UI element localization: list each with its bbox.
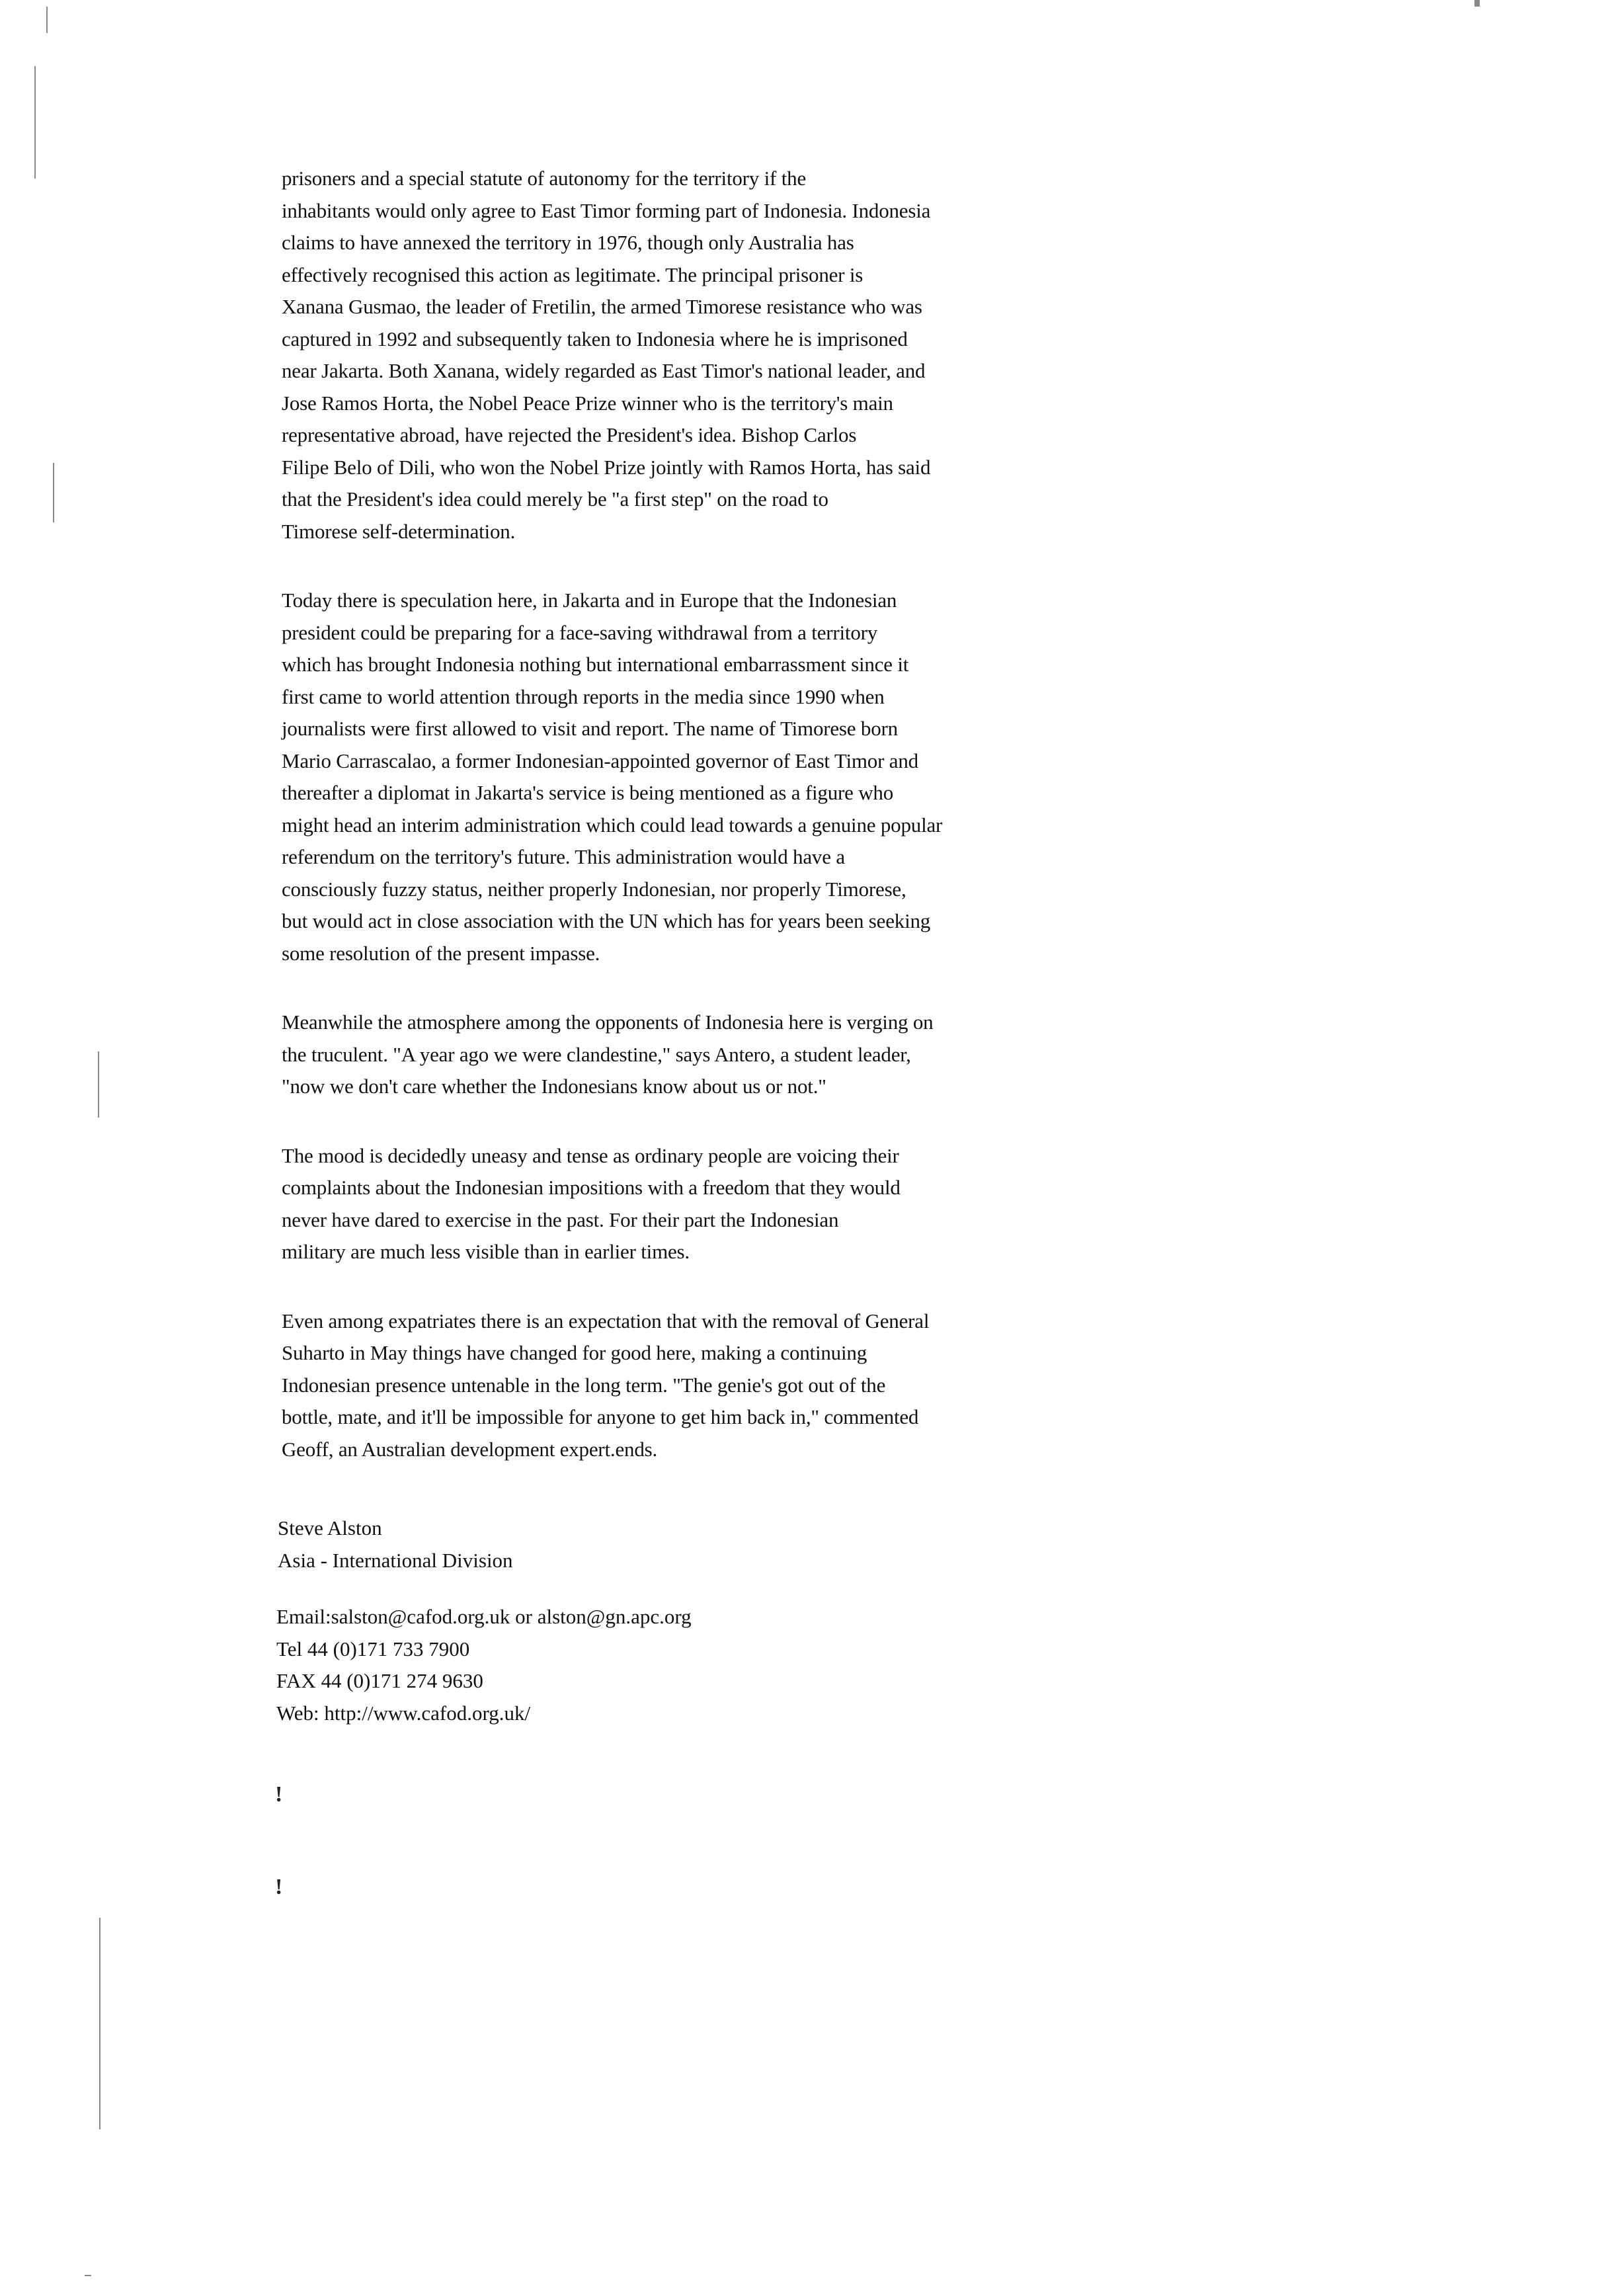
text-line: but would act in close association with the UN which has for years been seeking <box>282 909 931 932</box>
text-line: claims to have annexed the territory in 1976, though only Australia has <box>282 231 854 254</box>
scan-edge-mark <box>98 1051 99 1118</box>
text-line: referendum on the territory's future. This administration would have a <box>282 845 845 868</box>
text-line: president could be preparing for a face-saving withdrawal from a territory <box>282 620 878 644</box>
contact-block <box>276 1601 938 1729</box>
text-line: inhabitants would only agree to East Timor forming part of Indonesia. Indonesia <box>282 198 931 222</box>
paragraph-3 <box>282 1006 1194 1103</box>
scan-edge-mark <box>53 463 54 522</box>
text-line: bottle, mate, and it'll be impossible for anyone to get him back in," commented <box>282 1405 919 1428</box>
text-line: Suharto in May things have changed for good here, making a continuing <box>282 1341 867 1364</box>
text-line: that the President's idea could merely be "a first step" on the road to <box>282 487 828 511</box>
paragraph-5 <box>282 1305 1194 1466</box>
signature-block <box>278 1512 939 1577</box>
text-line: Meanwhile the atmosphere among the opponents of Indonesia here is verging on <box>282 1010 934 1034</box>
text-line: near Jakarta. Both Xanana, widely regarded as East Timor's national leader, and <box>282 359 926 382</box>
text-line: complaints about the Indonesian impositions with a freedom that they would <box>282 1176 901 1199</box>
text-line: the truculent. "A year ago we were clandestine," says Antero, a student leader, <box>282 1042 911 1066</box>
text-line: Today there is speculation here, in Jakarta and in Europe that the Indonesian <box>282 589 897 612</box>
stray-mark: ! <box>275 1875 283 1899</box>
text-line: Timorese self-determination. <box>282 519 516 543</box>
text-line: Geoff, an Australian development expert.ends. <box>282 1437 658 1461</box>
text-line: The mood is decidedly uneasy and tense as ordinary people are voicing their <box>282 1143 899 1167</box>
scan-edge-mark <box>1474 0 1480 7</box>
text-line: which has brought Indonesia nothing but international embarrassment since it <box>282 653 909 676</box>
text-line: some resolution of the present impasse. <box>282 941 600 965</box>
paragraph-4 <box>282 1140 1194 1268</box>
text-line: prisoners and a special statute of autonomy for the territory if the <box>282 167 807 190</box>
contact-email: Email:salston@cafod.org.uk or alston@gn.apc.org <box>276 1605 692 1628</box>
text-line: journalists were first allowed to visit and report. The name of Timorese born <box>282 717 898 740</box>
scan-edge-mark <box>85 2275 91 2276</box>
text-line: Even among expatriates there is an expectation that with the removal of General <box>282 1309 930 1332</box>
text-line: first came to world attention through reports in the media since 1990 when <box>282 684 885 708</box>
text-line: effectively recognised this action as legitimate. The principal prisoner is <box>282 263 864 286</box>
scan-edge-mark <box>99 1918 100 2129</box>
text-line: military are much less visible than in earlier times. <box>282 1240 690 1263</box>
text-line: captured in 1992 and subsequently taken to Indonesia where he is imprisoned <box>282 327 908 350</box>
text-line: "now we don't care whether the Indonesians know about us or not." <box>282 1075 826 1098</box>
stray-mark: ! <box>275 1782 283 1807</box>
contact-tel: Tel 44 (0)171 733 7900 <box>276 1637 470 1660</box>
text-line: Xanana Gusmao, the leader of Fretilin, the armed Timorese resistance who was <box>282 295 922 318</box>
text-line: might head an interim administration which could lead towards a genuine popular <box>282 813 943 837</box>
text-line: consciously fuzzy status, neither properly Indonesian, nor properly Timorese, <box>282 877 906 901</box>
text-line: Jose Ramos Horta, the Nobel Peace Prize winner who is the territory's main <box>282 391 893 415</box>
author-division: Asia - International Division <box>278 1548 513 1572</box>
text-line: thereafter a diplomat in Jakarta's service is being mentioned as a figure who <box>282 781 894 804</box>
article-body <box>282 163 1194 1502</box>
text-line: Filipe Belo of Dili, who won the Nobel Prize jointly with Ramos Horta, has said <box>282 455 931 479</box>
scan-edge-mark <box>34 66 36 179</box>
text-line: Indonesian presence untenable in the long term. "The genie's got out of the <box>282 1373 886 1397</box>
scan-edge-mark <box>46 7 48 33</box>
contact-web: Web: http://www.cafod.org.uk/ <box>276 1701 531 1725</box>
paragraph-2 <box>282 585 1194 969</box>
text-line: never have dared to exercise in the past. For their part the Indonesian <box>282 1208 839 1231</box>
text-line: Mario Carrascalao, a former Indonesian-appointed governor of East Timor and <box>282 749 918 772</box>
paragraph-1 <box>282 163 1194 548</box>
contact-fax: FAX 44 (0)171 274 9630 <box>276 1669 483 1692</box>
text-line: representative abroad, have rejected the President's idea. Bishop Carlos <box>282 423 857 446</box>
author-name: Steve Alston <box>278 1516 382 1539</box>
